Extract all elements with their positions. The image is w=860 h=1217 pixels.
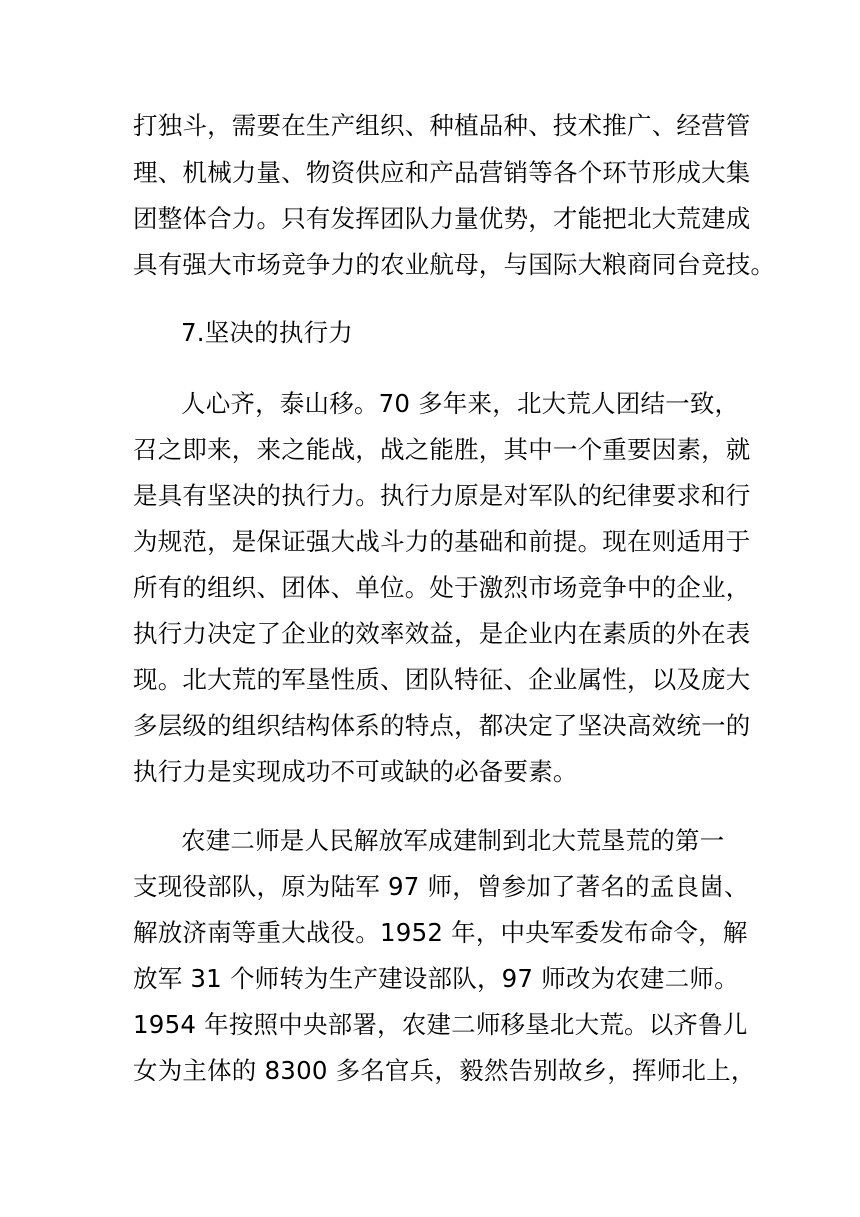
paragraph-3-line-2: 支现役部队，原为陆军 97 师，曾参加了著名的孟良崮、 xyxy=(133,872,749,901)
paragraph-1-line-2: 理、机械力量、物资供应和产品营销等各个环节形成大集 xyxy=(133,158,751,187)
paragraph-2-line-8: 多层级的组织结构体系的特点，都决定了坚决高效统一的 xyxy=(133,711,751,740)
paragraph-1-line-4: 具有强大市场竞争力的农业航母，与国际大粮商同台竞技。 xyxy=(133,250,776,279)
paragraph-3-line-4: 放军 31 个师转为生产建设部队，97 师改为农建二师。 xyxy=(133,964,739,993)
paragraph-2-line-2: 召之即来，来之能战，战之能胜，其中一个重要因素，就 xyxy=(133,435,751,464)
paragraph-1-line-3: 团整体合力。只有发挥团队力量优势，才能把北大荒建成 xyxy=(133,204,751,233)
paragraph-2-line-3: 是具有坚决的执行力。执行力原是对军队的纪律要求和行 xyxy=(133,481,751,510)
paragraph-3-line-5: 1954 年按照中央部署，农建二师移垦北大荒。以齐鲁儿 xyxy=(133,1010,748,1039)
paragraph-3-line-1: 农建二师是人民解放军成建制到北大荒垦荒的第一 xyxy=(181,826,725,855)
paragraph-2-line-4: 为规范，是保证强大战斗力的基础和前提。现在则适用于 xyxy=(133,527,751,556)
paragraph-2-line-1: 人心齐，泰山移。70 多年来，北大荒人团结一致， xyxy=(181,389,740,418)
paragraph-3-line-6: 女为主体的 8300 多名官兵，毅然告别故乡，挥师北上， xyxy=(133,1056,756,1085)
paragraph-2-line-6: 执行力决定了企业的效率效益，是企业内在素质的外在表 xyxy=(133,619,751,648)
paragraph-1-line-1: 打独斗，需要在生产组织、种植品种、技术推广、经营管 xyxy=(133,111,751,140)
section-heading: 7.坚决的执行力 xyxy=(181,318,353,347)
paragraph-2-line-9: 执行力是实现成功不可或缺的必备要素。 xyxy=(133,757,578,786)
paragraph-2-line-7: 现。北大荒的军垦性质、团队特征、企业属性，以及庞大 xyxy=(133,665,751,694)
paragraph-3-line-3: 解放济南等重大战役。1952 年，中央军委发布命令，解 xyxy=(133,918,748,947)
paragraph-2-line-5: 所有的组织、团体、单位。处于激烈市场竞争中的企业， xyxy=(133,573,751,602)
